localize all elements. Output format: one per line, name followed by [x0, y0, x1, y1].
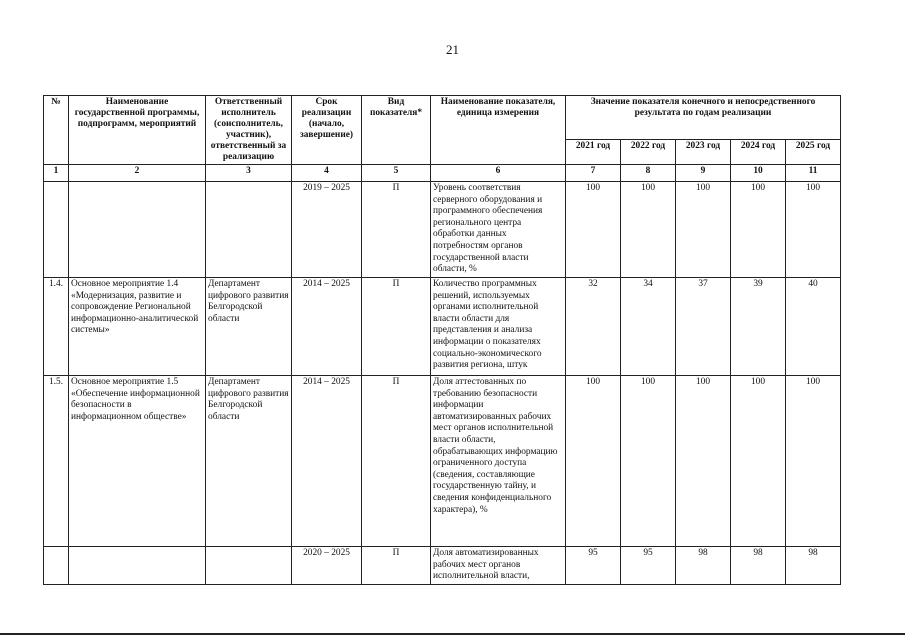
row-value-2023: 37	[676, 278, 731, 376]
row-value-2022: 34	[621, 278, 676, 376]
row-value-2025: 40	[786, 278, 841, 376]
row-value-2024: 39	[731, 278, 786, 376]
row-value-2023: 98	[676, 547, 731, 585]
row-num	[44, 547, 69, 585]
table-row	[44, 547, 841, 585]
row-value-2023: 100	[676, 182, 731, 278]
row-term: 2014 – 2025	[292, 278, 362, 376]
header-year-2023: 2023 год	[676, 140, 731, 165]
row-num: 1.4.	[44, 278, 69, 376]
row-executor	[206, 182, 292, 278]
row-type: П	[362, 376, 431, 547]
column-index: 1	[44, 165, 69, 182]
bottom-divider	[0, 633, 905, 635]
row-value-2023: 100	[676, 376, 731, 547]
header-term: Срок реализации (начало, завершение)	[292, 96, 362, 165]
column-index: 11	[786, 165, 841, 182]
column-index: 2	[69, 165, 206, 182]
column-index: 9	[676, 165, 731, 182]
column-index: 8	[621, 165, 676, 182]
row-name: Основное мероприятие 1.5 «Обеспечение информационной безопасности в информационном обществе»	[69, 376, 206, 547]
row-value-2025: 100	[786, 376, 841, 547]
column-index: 3	[206, 165, 292, 182]
row-value-2021: 100	[566, 376, 621, 547]
header-type: Вид показателя*	[362, 96, 431, 165]
row-value-2025: 98	[786, 547, 841, 585]
column-index: 7	[566, 165, 621, 182]
table-row	[44, 182, 841, 278]
row-value-2024: 100	[731, 182, 786, 278]
column-index: 6	[431, 165, 566, 182]
row-term: 2020 – 2025	[292, 547, 362, 585]
header-year-2024: 2024 год	[731, 140, 786, 165]
row-indicator: Количество программных решений, используемых органами исполнительной власти области для представления и анализа информации о показателях социально-экономического развития региона, штук	[431, 278, 566, 376]
column-index: 4	[292, 165, 362, 182]
header-num: №	[44, 96, 69, 165]
row-value-2024: 98	[731, 547, 786, 585]
header-indicator: Наименование показателя, единица измерения	[431, 96, 566, 165]
row-executor: Департамент цифрового развития Белгородской области	[206, 376, 292, 547]
row-term: 2014 – 2025	[292, 376, 362, 547]
header-name: Наименование государственной программы, подпрограмм, мероприятий	[69, 96, 206, 165]
row-indicator: Доля автоматизированных рабочих мест органов исполнительной власти,	[431, 547, 566, 585]
row-executor	[206, 547, 292, 585]
row-value-2022: 100	[621, 376, 676, 547]
row-name	[69, 547, 206, 585]
page-number: 21	[446, 42, 459, 57]
table-header	[44, 96, 841, 165]
column-index-row	[44, 165, 841, 182]
header-values-group: Значение показателя конечного и непосредственного результата по годам реализации	[566, 96, 841, 140]
row-type: П	[362, 278, 431, 376]
table-row	[44, 376, 841, 547]
row-executor: Департамент цифрового развития Белгородской области	[206, 278, 292, 376]
row-term: 2019 – 2025	[292, 182, 362, 278]
column-index: 5	[362, 165, 431, 182]
table-row	[44, 278, 841, 376]
row-value-2022: 95	[621, 547, 676, 585]
header-year-2025: 2025 год	[786, 140, 841, 165]
header-executor: Ответственный исполнитель (соисполнитель, участник), ответственный за реализацию	[206, 96, 292, 165]
row-value-2024: 100	[731, 376, 786, 547]
row-value-2021: 32	[566, 278, 621, 376]
row-type: П	[362, 182, 431, 278]
row-value-2021: 100	[566, 182, 621, 278]
row-num: 1.5.	[44, 376, 69, 547]
row-value-2022: 100	[621, 182, 676, 278]
row-value-2025: 100	[786, 182, 841, 278]
row-indicator: Доля аттестованных по требованию безопасности информации автоматизированных рабочих мест органов исполнительной власти области, обрабатывающих информацию ограниченного доступа (сведения, составляющие государственную тайну, и сведения конфиденциального характера), %	[431, 376, 566, 547]
column-index: 10	[731, 165, 786, 182]
row-num	[44, 182, 69, 278]
indicators-table	[43, 95, 841, 585]
header-year-2022: 2022 год	[621, 140, 676, 165]
row-type: П	[362, 547, 431, 585]
header-year-2021: 2021 год	[566, 140, 621, 165]
row-name	[69, 182, 206, 278]
row-name: Основное мероприятие 1.4 «Модернизация, развитие и сопровождение Региональной информационно-аналитической системы»	[69, 278, 206, 376]
row-value-2021: 95	[566, 547, 621, 585]
row-indicator: Уровень соответствия серверного оборудования и программного обеспечения регионального центра обработки данных потребностям органов государственной власти области, %	[431, 182, 566, 278]
